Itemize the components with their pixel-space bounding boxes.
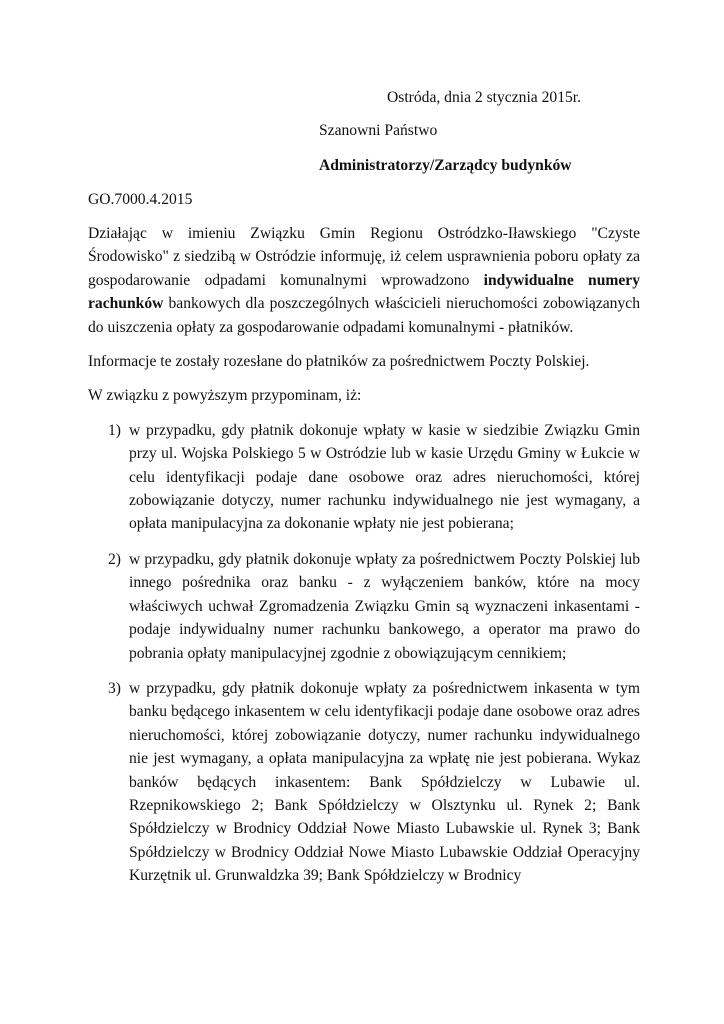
- place-date: Ostróda, dnia 2 stycznia 2015r.: [387, 89, 582, 106]
- list-item-text: w przypadku, gdy płatnik dokonuje wpłaty za pośrednictwem Poczty Polskiej lub innego pośrednika oraz banku - z wyłączeniem banków, które na mocy właściwych uchwał Zgromadzenia Związku Gmin są wyznaczeni inkasentami - podaje indywidualny numer rachunku bankowego, a operator ma prawo do pobrania opłaty manipulacyjnej zgodnie z obowiązującym cennikiem;: [129, 550, 640, 662]
- recipient: Administratorzy/Zarządcy budynków: [319, 157, 572, 174]
- list-item-number: 3): [108, 679, 121, 697]
- reference-number: GO.7000.4.2015: [88, 191, 193, 208]
- list-item: [88, 548, 640, 665]
- paragraph-intro-bold: indywidualne numery rachunków: [88, 271, 640, 313]
- salutation: Szanowni Państwo: [319, 122, 438, 139]
- numbered-list: [88, 419, 640, 888]
- paragraph-intro-part1: Działając w imieniu Związku Gmin Regionu Ostródzko-Iławskiego "Czyste Środowisko" z siedzibą w Ostródzie informuję, iż celem usprawnienia poboru opłaty za gospodarowanie odpadami komunalnymi wprowadzono: [88, 225, 640, 289]
- letter-body: [88, 222, 640, 900]
- paragraph-reminder: W związku z powyższym przypominam, iż:: [88, 387, 362, 405]
- list-item-number: 1): [108, 421, 121, 439]
- list-item-number: 2): [108, 550, 121, 568]
- list-item: [88, 419, 640, 536]
- paragraph-intro-part2: bankowych dla poszczególnych właścicieli nieruchomości zobowiązanych do uiszczenia opłaty za gospodarowanie odpadami komunalnymi - płatników.: [88, 295, 640, 336]
- paragraph-intro: [88, 222, 640, 339]
- list-item: [88, 677, 640, 888]
- list-item-text: w przypadku, gdy płatnik dokonuje wpłaty za pośrednictwem inkasenta w tym banku będącego inkasentem w celu identyfikacji podaje dane osobowe oraz adres nieruchomości, której zobowiązanie dotyczy, numer rachunku indywidualnego nie jest wymagany, a opłata manipulacyjna za wpłatę nie jest pobierana. Wykaz banków będących inkasentem: Bank Spółdzielczy w Lubawie ul. Rzepnikowskiego 2; Bank Spółdzielczy w Olsztynku ul. Rynek 2; Bank Spółdzielczy w Brodnicy Oddział Nowe Miasto Lubawskie ul. Rynek 3; Bank Spółdzielczy w Brodnicy Oddział Nowe Miasto Lubawskie Oddział Operacyjny Kurzętnik ul. Grunwaldzka 39; Bank Spółdzielczy w Brodnicy: [129, 679, 640, 885]
- paragraph-info: Informacje te zostały rozesłane do płatników za pośrednictwem Poczty Polskiej.: [88, 353, 590, 371]
- list-item-text: w przypadku, gdy płatnik dokonuje wpłaty w kasie w siedzibie Związku Gmin przy ul. Wojska Polskiego 5 w Ostródzie lub w kasie Urzędu Gminy w Łukcie w celu identyfikacji podaje dane osobowe oraz adres nieruchomości, której zobowiązanie dotyczy, numer rachunku indywidualnego nie jest wymagany, a opłata manipulacyjna za dokonanie wpłaty nie jest pobierana;: [129, 421, 640, 533]
